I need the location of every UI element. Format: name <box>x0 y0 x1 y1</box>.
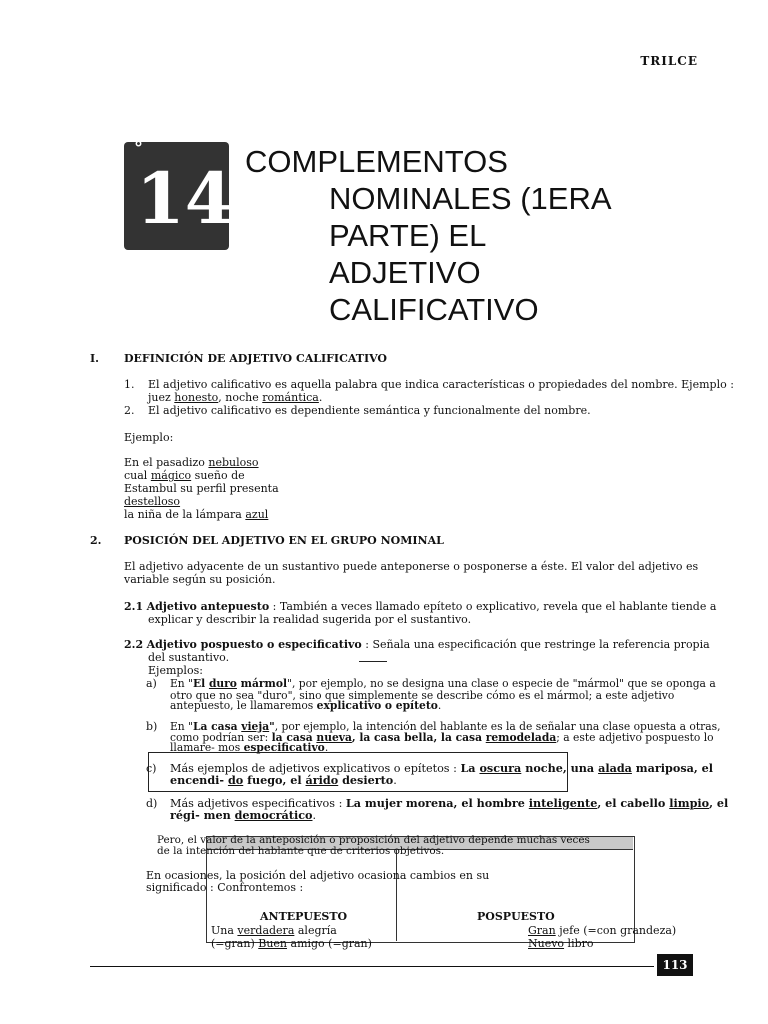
underlined-word: democrático <box>234 808 313 822</box>
underlined-word: do <box>227 773 244 787</box>
note-line-1: Pero, el valor de la anteposición o proposición del adjetivo depende muchas veces <box>157 834 590 846</box>
text: , noche <box>218 391 263 404</box>
text: . <box>312 809 317 822</box>
example-c-line-2 <box>170 774 397 787</box>
bold-phrase: La <box>460 761 480 775</box>
bold-phrase: especificativo <box>243 741 325 754</box>
text: : También a veces llamado epíteto o explicativo, revela que el hablante tiende a <box>269 600 717 613</box>
bold-phrase: , el <box>709 796 729 810</box>
underlined-word: romántica <box>262 391 319 404</box>
text: cual <box>124 469 151 482</box>
underlined-word: limpio <box>669 796 710 810</box>
text: llamare- mos <box>170 741 244 754</box>
item-1-line-2 <box>148 391 322 404</box>
bold-phrase: encendi- <box>170 773 228 787</box>
subsection-2-1-line-1 <box>124 600 716 613</box>
text: : Señala una especificación que restringe la referencia propia <box>361 638 710 651</box>
chapter-title-line-1: COMPLEMENTOS <box>245 144 508 179</box>
chapter-number: 14 <box>136 157 234 240</box>
subsection-number: 2.1 <box>124 600 144 613</box>
table-column-divider <box>396 849 397 941</box>
bold-phrase: la casa <box>271 731 317 744</box>
text: sueño de <box>191 469 245 482</box>
header-brand: TRILCE <box>640 54 698 68</box>
text: En " <box>170 720 193 733</box>
text: Más ejemplos de adjetivos explicativos o epítetos : <box>170 762 461 775</box>
text: Más adjetivos especificativos : <box>170 797 346 810</box>
underlined-word: azul <box>245 508 269 521</box>
chapter-title-line-5: CALIFICATIVO <box>329 292 539 327</box>
text: (=gran) <box>211 937 259 950</box>
text: Una <box>211 924 238 937</box>
bold-phrase: La mujer morena, el hombre <box>345 796 529 810</box>
table-header-antepuesto: ANTEPUESTO <box>260 910 348 923</box>
text: . <box>324 741 329 754</box>
examples-label: Ejemplos: <box>148 664 203 677</box>
section-2-intro-1: El adjetivo adyacente de un sustantivo puede anteponerse o posponerse a éste. El valor del adjetivo es <box>124 560 699 573</box>
bold-phrase: noche, una <box>521 761 599 775</box>
example-a-line-2: otro que no sea "duro", sino que simplemente se describe cómo es el mármol; a este adjetivo <box>170 689 675 702</box>
table-cell-antepuesto-2 <box>211 937 372 950</box>
underlined-word: Gran <box>528 924 556 937</box>
table-cell-pospuesto-1 <box>528 924 676 937</box>
bold-phrase: , la casa bella, la casa <box>351 731 486 744</box>
chapter-title-line-4: ADJETIVO <box>329 255 481 290</box>
underlined-word: oscura <box>479 761 522 775</box>
bold-phrase: mariposa, el <box>631 761 714 775</box>
underlined-word: remodelada <box>485 731 557 744</box>
underlined-word: Buen <box>258 937 288 950</box>
bold-phrase: , el cabello <box>597 796 670 810</box>
text: . <box>393 774 397 787</box>
example-label: Ejemplo: <box>124 431 174 444</box>
text: . <box>318 391 323 404</box>
chapter-title-line-3: PARTE) EL <box>329 218 487 253</box>
underlined-word: vieja <box>241 720 270 733</box>
table-header-pospuesto: POSPUESTO <box>477 910 555 923</box>
subsection-2-2-line-1 <box>124 638 710 651</box>
subsection-number: 2.2 <box>124 638 144 651</box>
degree-symbol: ° <box>134 138 143 159</box>
underlined-word: árido <box>305 773 339 787</box>
subsection-title: Adjetivo pospuesto o especificativo <box>146 638 362 651</box>
note-line-4: significado : Confrontemos : <box>146 881 304 894</box>
text: . <box>437 699 442 712</box>
text: En " <box>170 677 193 690</box>
underlined-word: duro <box>208 677 237 690</box>
example-b-label: b) <box>146 720 158 733</box>
bold-phrase: " <box>269 720 275 733</box>
bold-phrase: El <box>193 677 209 690</box>
text: , por ejemplo, la intención del hablante es la de señalar una clase opuesta a otras, <box>274 720 721 733</box>
bold-phrase: desierto <box>338 773 394 787</box>
text: libro <box>564 937 594 950</box>
text: amigo (=gran) <box>287 937 372 950</box>
underlined-word: alada <box>598 761 632 775</box>
table-cell-antepuesto-1 <box>211 924 337 937</box>
section-2-intro-2: variable según su posición. <box>124 573 276 586</box>
item-2-number: 2. <box>124 404 135 417</box>
footer-rule <box>90 966 654 967</box>
text: alegría <box>294 924 337 937</box>
item-1-line-1: El adjetivo calificativo es aquella palabra que indica características o propiedades del nombre. Ejemplo : <box>148 378 734 391</box>
item-1-number: 1. <box>124 378 135 391</box>
text: En el pasadizo <box>124 456 209 469</box>
underlined-word: nebuloso <box>208 456 259 469</box>
subsection-2-1-line-2: explicar y describir la realidad sugerida por el sustantivo. <box>148 613 472 626</box>
section-2-title: POSICIÓN DEL ADJETIVO EN EL GRUPO NOMINAL <box>124 534 444 547</box>
underlined-word: inteligente <box>528 796 598 810</box>
poem-line-1 <box>124 456 259 469</box>
bold-phrase: explicativo o epíteto <box>316 699 438 712</box>
item-2-line: El adjetivo calificativo es dependiente semántica y funcionalmente del nombre. <box>148 404 591 417</box>
text: ; a este adjetivo pospuesto lo <box>556 731 714 744</box>
table-cell-pospuesto-2 <box>528 937 594 950</box>
underlined-word: nueva <box>316 731 352 744</box>
text: antepuesto, le llamaremos <box>170 699 317 712</box>
underlined-word: honesto <box>174 391 219 404</box>
underlined-word: Nuevo <box>528 937 565 950</box>
page-number: 113 <box>657 954 693 976</box>
example-d-line-2 <box>170 809 316 822</box>
text: la niña de la lámpara <box>124 508 246 521</box>
poem-line-5 <box>124 508 268 521</box>
section-2-number: 2. <box>90 534 102 547</box>
underlined-word: mágico <box>150 469 192 482</box>
bold-phrase: La casa <box>193 720 242 733</box>
text: juez <box>148 391 175 404</box>
divider-short <box>359 661 387 662</box>
poem-line-3: Estambul su perfil presenta <box>124 482 279 495</box>
bold-phrase: fuego, el <box>243 773 306 787</box>
underlined-word: verdadera <box>237 924 295 937</box>
bold-phrase: mármol <box>236 677 288 690</box>
note-line-2: de la intención del hablante que de criterios objetivos. <box>157 845 445 857</box>
subsection-2-2-line-2: del sustantivo. <box>148 651 230 664</box>
text: como podrían ser: <box>170 731 272 744</box>
example-a-label: a) <box>146 677 157 690</box>
example-a-line-3 <box>170 699 441 712</box>
text: jefe (=con grandeza) <box>555 924 677 937</box>
example-c-label: c) <box>146 762 157 775</box>
section-1-title: DEFINICIÓN DE ADJETIVO CALIFICATIVO <box>124 352 388 365</box>
example-d-label: d) <box>146 797 158 810</box>
section-1-number: I. <box>90 352 99 365</box>
poem-line-2 <box>124 469 245 482</box>
bold-phrase: régi- men <box>170 808 235 822</box>
chapter-number-box <box>124 138 234 250</box>
text: ", por ejemplo, no se designa una clase o especie de "mármol" que se oponga a <box>287 677 716 690</box>
note-line-3: En ocasiones, la posición del adjetivo ocasiona cambios en su <box>146 869 490 882</box>
chapter-title-line-2: NOMINALES (1ERA <box>329 181 612 216</box>
poem-line-4: destelloso <box>124 495 181 508</box>
subsection-title: Adjetivo antepuesto <box>146 600 270 613</box>
